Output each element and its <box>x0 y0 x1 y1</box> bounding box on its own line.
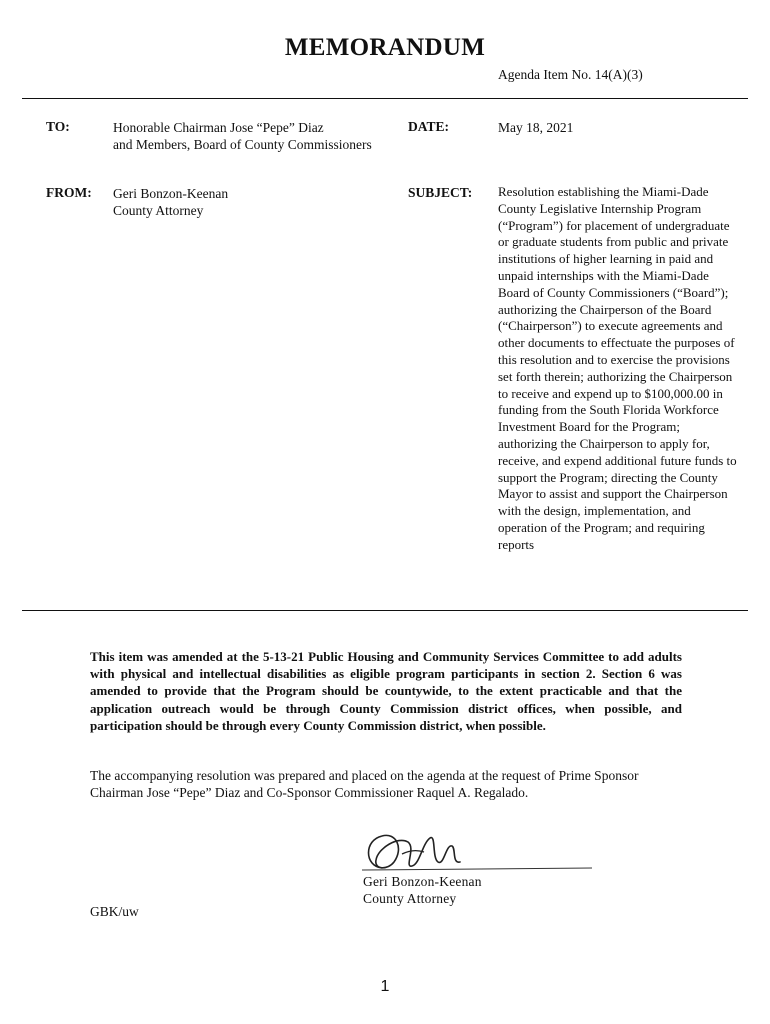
to-recipient <box>113 119 372 153</box>
signature-title: County Attorney <box>363 891 457 906</box>
to-line-2: and Members, Board of County Commissioners <box>113 137 372 152</box>
from-sender <box>113 185 228 219</box>
reference-initials: GBK/uw <box>90 904 139 919</box>
signature-name: Geri Bonzon-Keenan <box>363 874 482 889</box>
header-divider-top <box>22 98 748 99</box>
date-value: May 18, 2021 <box>498 120 574 135</box>
handwritten-signature <box>360 826 600 876</box>
to-line-1: Honorable Chairman Jose “Pepe” Diaz <box>113 120 324 135</box>
amendment-note: This item was amended at the 5-13-21 Public Housing and Community Services Committee to add adults with physical and intellectual disabilities as eligible program participants in section 2. Section 6 was amended to provide that the Program should be countywide, to the extent practicable and that the application outreach would be through County Commission district offices, when possible, and participation should be through every County Commission district, when possible. <box>90 649 682 733</box>
body-paragraph: The accompanying resolution was prepared and placed on the agenda at the request of Prime Sponsor Chairman Jose “Pepe” Diaz and Co-Sponsor Commissioner Raquel A. Regalado. <box>90 768 639 801</box>
date-label: DATE: <box>408 119 450 134</box>
from-line-2: County Attorney <box>113 203 204 218</box>
signature-block <box>363 873 482 907</box>
subject-label: SUBJECT: <box>408 185 473 200</box>
header-divider-bottom <box>22 610 748 611</box>
agenda-item-number: Agenda Item No. 14(A)(3) <box>498 67 643 82</box>
subject-text: Resolution establishing the Miami-Dade County Legislative Internship Program (“Program”) for placement of undergraduate or graduate students from public and private institutions of higher learning in paid and unpaid internships with the Miami-Dade Board of County Commissioners (“Board”); authorizing the Chairperson of the Board (“Chairperson”) to execute agreements and other documents to effectuate the purposes of this resolution and to exercise the provisions set forth therein; authorizing the Chairperson to receive and expend up to $100,000.00 in funding from the South Florida Workforce Investment Board for the Program; authorizing the Chairperson to apply for, receive, and expend additional future funds to support the Program; directing the County Mayor to assist and support the Chairperson with the design, implementation, and operation of the Program; and requiring reports <box>498 184 737 552</box>
from-label: FROM: <box>46 185 92 200</box>
page-number: 1 <box>380 978 390 995</box>
to-label: TO: <box>46 119 70 134</box>
from-line-1: Geri Bonzon-Keenan <box>113 186 229 201</box>
memo-title: MEMORANDUM <box>284 34 486 61</box>
